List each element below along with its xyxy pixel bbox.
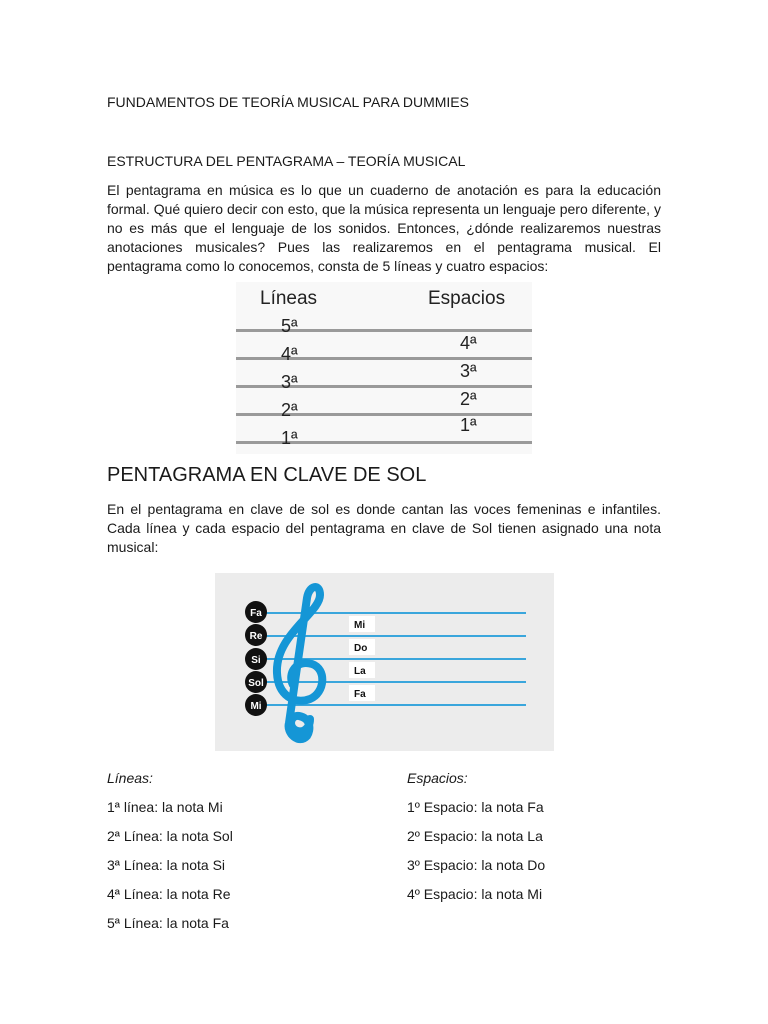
list-item: 4º Espacio: la nota Mi [407, 886, 543, 902]
paragraph-staff-intro: El pentagrama en música es lo que un cuaderno de anotación es para la educación formal. Qué quiero decir con esto, que la música representa un lenguaje pero diferente, y no es más que el lenguaje de los sonidos. Entonces, ¿dónde realizaremos nuestras anotaciones musicales? Pues las realizaremos en el pentagrama musical. El pentagrama como lo conocemos, consta de 5 líneas y cuatro espacios: [107, 182, 661, 274]
lines-list [107, 769, 233, 943]
list-item: 1ª línea: la nota Mi [107, 799, 223, 815]
note-badge-label-re: Re [249, 631, 263, 642]
list-item: 3ª Línea: la nota Si [107, 857, 226, 873]
document-title: FUNDAMENTOS DE TEORÍA MUSICAL PARA DUMMIES [107, 94, 469, 110]
list-item: 5ª Línea: la nota Fa [107, 915, 229, 931]
line-label-4: 4ª [281, 344, 298, 364]
treble-clef-staff-figure [215, 573, 554, 751]
space-label-4: 4ª [460, 333, 477, 353]
staff-structure-figure [236, 282, 532, 454]
list-item: 3º Espacio: la nota Do [407, 857, 546, 873]
note-badge-label-mi: Mi [250, 701, 262, 712]
treble-clef-icon [277, 587, 322, 739]
line-label-1: 1ª [281, 428, 298, 448]
treble-clef-staff-svg [215, 573, 554, 751]
list-item: 2ª Línea: la nota Sol [107, 828, 233, 844]
line-label-2: 2ª [281, 400, 298, 420]
paragraph-treble-clef: En el pentagrama en clave de sol es donde cantan las voces femeninas e infantiles. Cada línea y cada espacio del pentagrama en clave de Sol tienen asignado una nota musical: [107, 501, 661, 555]
space-label-3: 3ª [460, 361, 477, 381]
line-label-3: 3ª [281, 372, 298, 392]
line-label-5: 5ª [281, 316, 298, 336]
space-label-1: 1ª [460, 415, 477, 435]
note-badge-label-sol: Sol [248, 678, 264, 689]
lines-header: Líneas [260, 288, 318, 309]
list-item: 4ª Línea: la nota Re [107, 886, 231, 902]
space-tag-label-mi: Mi [354, 620, 366, 631]
lines-list-label: Líneas: [107, 770, 153, 786]
list-item: 2º Espacio: la nota La [407, 828, 543, 844]
note-badge-label-fa: Fa [250, 608, 262, 619]
spaces-list [407, 769, 545, 914]
note-badge-label-si: Si [251, 655, 261, 666]
space-label-2: 2ª [460, 389, 477, 409]
section-subtitle: ESTRUCTURA DEL PENTAGRAMA – TEORÍA MUSICAL [107, 153, 466, 169]
section-heading-treble-clef: PENTAGRAMA EN CLAVE DE SOL [107, 464, 427, 486]
space-tag-label-do: Do [354, 643, 368, 654]
spaces-header: Espacios [428, 288, 506, 309]
list-item: 1º Espacio: la nota Fa [407, 799, 544, 815]
space-tag-label-fa: Fa [354, 689, 366, 700]
spaces-list-label: Espacios: [407, 770, 468, 786]
space-tag-label-la: La [354, 666, 366, 677]
